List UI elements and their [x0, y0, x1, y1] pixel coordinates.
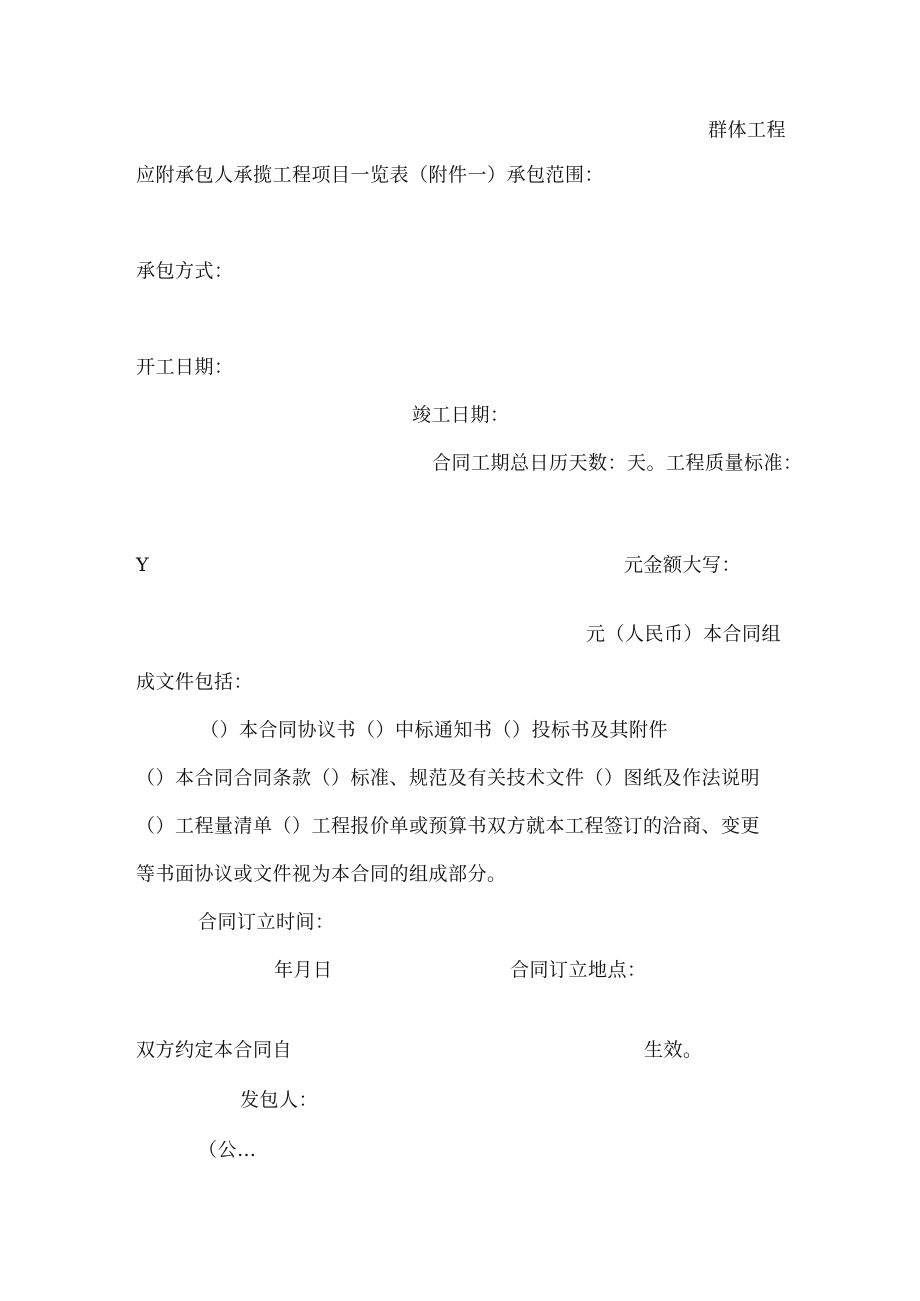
completion-date-label: 竣工日期：: [412, 404, 510, 426]
rmb-composition-line: 元（人民币）本合同组: [586, 623, 782, 645]
amount-in-words-label: 元金额大写：: [624, 554, 742, 576]
start-date-label: 开工日期：: [136, 356, 234, 378]
documents-list-line-1: （）本合同协议书（）中标通知书（）投标书及其附件: [200, 719, 669, 741]
effective-clause-start: 双方约定本合同自: [136, 1039, 293, 1061]
documents-include-line: 成文件包括：: [136, 671, 254, 693]
employer-label: 发包人：: [240, 1089, 319, 1111]
documents-list-line-2: （）本合同合同条款（）标准、规范及有关技术文件（）图纸及作法说明: [136, 767, 761, 789]
seal-label-truncated: （公…: [198, 1139, 257, 1161]
contract-method-label: 承包方式：: [136, 260, 234, 282]
effective-clause-end: 生效。: [644, 1039, 703, 1061]
scope-line: 应附承包人承揽工程项目一览表（附件一）承包范围：: [136, 164, 605, 186]
signing-place-label: 合同订立地点：: [510, 959, 647, 981]
currency-symbol: Y: [136, 554, 150, 576]
signing-time-label: 合同订立时间：: [198, 911, 335, 933]
documents-list-line-3: （）工程量清单（）工程报价单或预算书双方就本工程签订的洽商、变更: [136, 815, 761, 837]
heading-group-project: 群体工程: [708, 119, 787, 141]
documents-list-line-4: 等书面协议或文件视为本合同的组成部分。: [136, 863, 507, 885]
date-placeholder: 年月日: [274, 959, 333, 981]
duration-quality-line: 合同工期总日历天数：天。工程质量标准：: [432, 452, 803, 474]
